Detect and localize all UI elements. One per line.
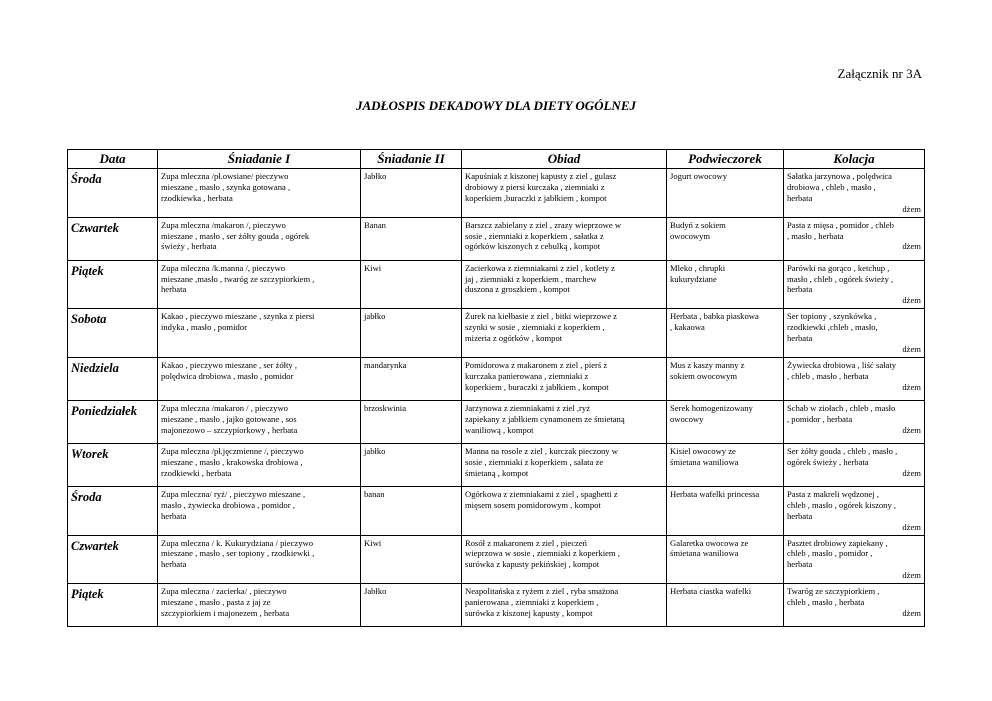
table-row	[68, 443, 925, 486]
header-lunch: Obiad	[462, 150, 667, 169]
table-row	[68, 309, 925, 358]
snack-cell: Herbata ciastka wafelki	[667, 584, 784, 627]
breakfast-2-cell: Kiwi	[361, 260, 462, 309]
table-row	[68, 584, 925, 627]
day-cell: Środa	[68, 486, 158, 535]
breakfast-2-cell: banan	[361, 486, 462, 535]
lunch-cell: Barszcz zabielany z ziel , zrazy wieprzowe w sosie , ziemniaki z koperkiem , sałatka z ogórków kiszonych z cebulką , kompot	[462, 217, 667, 260]
day-cell: Czwartek	[68, 535, 158, 584]
lunch-cell: Jarzynowa z ziemniakami z ziel ,ryż zapiekany z jabłkiem cynamonem ze śmietaną waniliową , kompot	[462, 400, 667, 443]
lunch-cell: Żurek na kiełbasie z ziel , bitki wieprzowe z szynki w sosie , ziemniaki z koperkiem , mizeria z ogórków , kompot	[462, 309, 667, 358]
breakfast-2-cell: Jabłko	[361, 584, 462, 627]
breakfast-1-cell: Zupa mleczna /pł.owsiane/ pieczywo mieszane , masło , szynka gotowana , rzodkiewka , herbata	[158, 169, 361, 218]
snack-cell: Kisiel owocowy ze śmietana waniliowa	[667, 443, 784, 486]
dinner-extra: dżem	[902, 521, 921, 532]
dinner-text: Ser topiony , szynkówka , rzodkiewki ,chleb , masło, herbata	[787, 311, 878, 344]
table-header-row	[68, 150, 925, 169]
day-cell: Środa	[68, 169, 158, 218]
breakfast-1-cell: Kakao , pieczywo mieszane , ser żółty , polędwica drobiowa , masło , pomidor	[158, 357, 361, 400]
menu-table-body	[68, 169, 925, 627]
dinner-extra: dżem	[902, 424, 921, 435]
lunch-cell: Neapolitańska z ryżem z ziel , ryba smażona panierowana , ziemniaki z koperkiem , surówka z kiszonej kapusty , kompot	[462, 584, 667, 627]
snack-cell: Serek homogenizowany owocowy	[667, 400, 784, 443]
dinner-extra: dżem	[902, 381, 921, 392]
breakfast-1-cell: Kakao , pieczywo mieszane , szynka z piersi indyka , masło , pomidor	[158, 309, 361, 358]
annex-label: Załącznik nr 3A	[837, 66, 922, 81]
dinner-extra: dżem	[902, 467, 921, 478]
snack-cell: Herbata wafelki princessa	[667, 486, 784, 535]
table-row	[68, 260, 925, 309]
day-cell: Sobota	[68, 309, 158, 358]
dinner-cell	[784, 584, 925, 627]
dinner-cell	[784, 260, 925, 309]
breakfast-2-cell: jabłko	[361, 309, 462, 358]
dinner-cell	[784, 400, 925, 443]
dinner-text: Pasta z mięsa , pomidor , chleb , masło , herbata	[787, 219, 894, 241]
breakfast-2-cell: Banan	[361, 217, 462, 260]
lunch-cell: Ogórkowa z ziemniakami z ziel , spaghetti z mięsem sosem pomidorowym , kompot	[462, 486, 667, 535]
breakfast-2-cell: brzoskwinia	[361, 400, 462, 443]
breakfast-1-cell: Zupa mleczna / zacierka/ , pieczywo mieszane , masło , pasta z jaj ze szczypiorkiem i majonezem , herbata	[158, 584, 361, 627]
breakfast-2-cell: mandarynka	[361, 357, 462, 400]
dinner-cell	[784, 535, 925, 584]
dinner-text: Pasta z makreli wędzonej , chleb , masło , ogórek kiszony , herbata	[787, 488, 897, 521]
header-dinner: Kolacja	[784, 150, 925, 169]
dinner-cell	[784, 169, 925, 218]
breakfast-1-cell: Zupa mleczna / k. Kukurydziana / pieczywo mieszane , masło , ser topiony , rzodkiewki , herbata	[158, 535, 361, 584]
dinner-extra: dżem	[902, 343, 921, 354]
day-cell: Piątek	[68, 260, 158, 309]
snack-cell: Mleko , chrupki kukurydziane	[667, 260, 784, 309]
dinner-text: Pasztet drobiowy zapiekany , chleb , masło , pomidor , herbata	[787, 537, 888, 570]
dinner-cell	[784, 217, 925, 260]
breakfast-2-cell: Kiwi	[361, 535, 462, 584]
breakfast-1-cell: Zupa mleczna /k.manna /, pieczywo mieszane ,masło , twaróg ze szczypiorkiem , herbata	[158, 260, 361, 309]
menu-table	[67, 149, 925, 627]
breakfast-1-cell: Zupa mleczna/ ryż/ , pieczywo mieszane , masło , żywiecka drobiowa , pomidor , herbata	[158, 486, 361, 535]
table-row	[68, 217, 925, 260]
dinner-cell	[784, 486, 925, 535]
breakfast-1-cell: Zupa mleczna /makaron / , pieczywo mieszane , masło , jajko gotowane , sos majonezowo – szczypiorkowy , herbata	[158, 400, 361, 443]
lunch-cell: Manna na rosole z ziel , kurczak pieczony w sosie , ziemniaki z koperkiem , sałata ze śmietaną , kompot	[462, 443, 667, 486]
table-row	[68, 486, 925, 535]
day-cell: Poniedziałek	[68, 400, 158, 443]
breakfast-1-cell: Zupa mleczna /makaron /, pieczywo mieszane , masło , ser żółty gouda , ogórek świeży , herbata	[158, 217, 361, 260]
dinner-extra: dżem	[902, 607, 921, 618]
table-row	[68, 357, 925, 400]
day-cell: Piątek	[68, 584, 158, 627]
snack-cell: Budyń z sokiem owocowym	[667, 217, 784, 260]
dinner-cell	[784, 357, 925, 400]
dinner-extra: dżem	[902, 570, 921, 581]
breakfast-2-cell: jabłko	[361, 443, 462, 486]
table-row	[68, 169, 925, 218]
dinner-text: Ser żółty gouda , chleb , masło , ogórek świeży , herbata	[787, 445, 898, 467]
table-row	[68, 400, 925, 443]
dinner-text: Żywiecka drobiowa , liść sałaty , chleb , masło , herbata	[787, 359, 897, 381]
header-breakfast-1: Śniadanie I	[158, 150, 361, 169]
header-day: Data	[68, 150, 158, 169]
day-cell: Wtorek	[68, 443, 158, 486]
snack-cell: Galaretka owocowa ze śmietana waniliowa	[667, 535, 784, 584]
dinner-text: Schab w ziołach , chleb , masło , pomidor , herbata	[787, 402, 896, 424]
dinner-extra: dżem	[902, 203, 921, 214]
breakfast-2-cell: Jabłko	[361, 169, 462, 218]
lunch-cell: Zacierkowa z ziemniakami z ziel , kotlety z jaj , ziemniaki z koperkiem , marchew duszona z groszkiem , kompot	[462, 260, 667, 309]
dinner-text: Parówki na gorąco , ketchup , masło , chleb , ogórek świeży , herbata	[787, 262, 894, 295]
dinner-extra: dżem	[902, 295, 921, 306]
dinner-text: Twaróg ze szczypiorkiem , chleb , masło , herbata	[787, 586, 880, 608]
header-breakfast-2: Śniadanie II	[361, 150, 462, 169]
document-title: JADŁOSPIS DEKADOWY DLA DIETY OGÓLNEJ	[355, 98, 636, 113]
snack-cell: Jogurt owocowy	[667, 169, 784, 218]
snack-cell: Mus z kaszy manny z sokiem owocowym	[667, 357, 784, 400]
breakfast-1-cell: Zupa mleczna /pł.jęczmienne /, pieczywo mieszane , masło , krakowska drobiowa , rzodkiewki , herbata	[158, 443, 361, 486]
header-snack: Podwieczorek	[667, 150, 784, 169]
day-cell: Czwartek	[68, 217, 158, 260]
table-row	[68, 535, 925, 584]
lunch-cell: Kapuśniak z kiszonej kapusty z ziel , gulasz drobiowy z piersi kurczaka , ziemniaki z koperkiem ,buraczki z jabłkiem , kompot	[462, 169, 667, 218]
day-cell: Niedziela	[68, 357, 158, 400]
snack-cell: Herbata , babka piaskowa , kakaowa	[667, 309, 784, 358]
dinner-cell	[784, 309, 925, 358]
dinner-extra: dżem	[902, 241, 921, 252]
lunch-cell: Pomidorowa z makaronem z ziel , pierś z kurczaka panierowana , ziemniaki z koperkiem , buraczki z jabłkiem , kompot	[462, 357, 667, 400]
dinner-cell	[784, 443, 925, 486]
dinner-text: Sałatka jarzynowa , polędwica drobiowa , chleb , masło , herbata	[787, 171, 892, 203]
lunch-cell: Rosół z makaronem z ziel , pieczeń wieprzowa w sosie , ziemniaki z koperkiem , surówka z kapusty pekińskiej , kompot	[462, 535, 667, 584]
